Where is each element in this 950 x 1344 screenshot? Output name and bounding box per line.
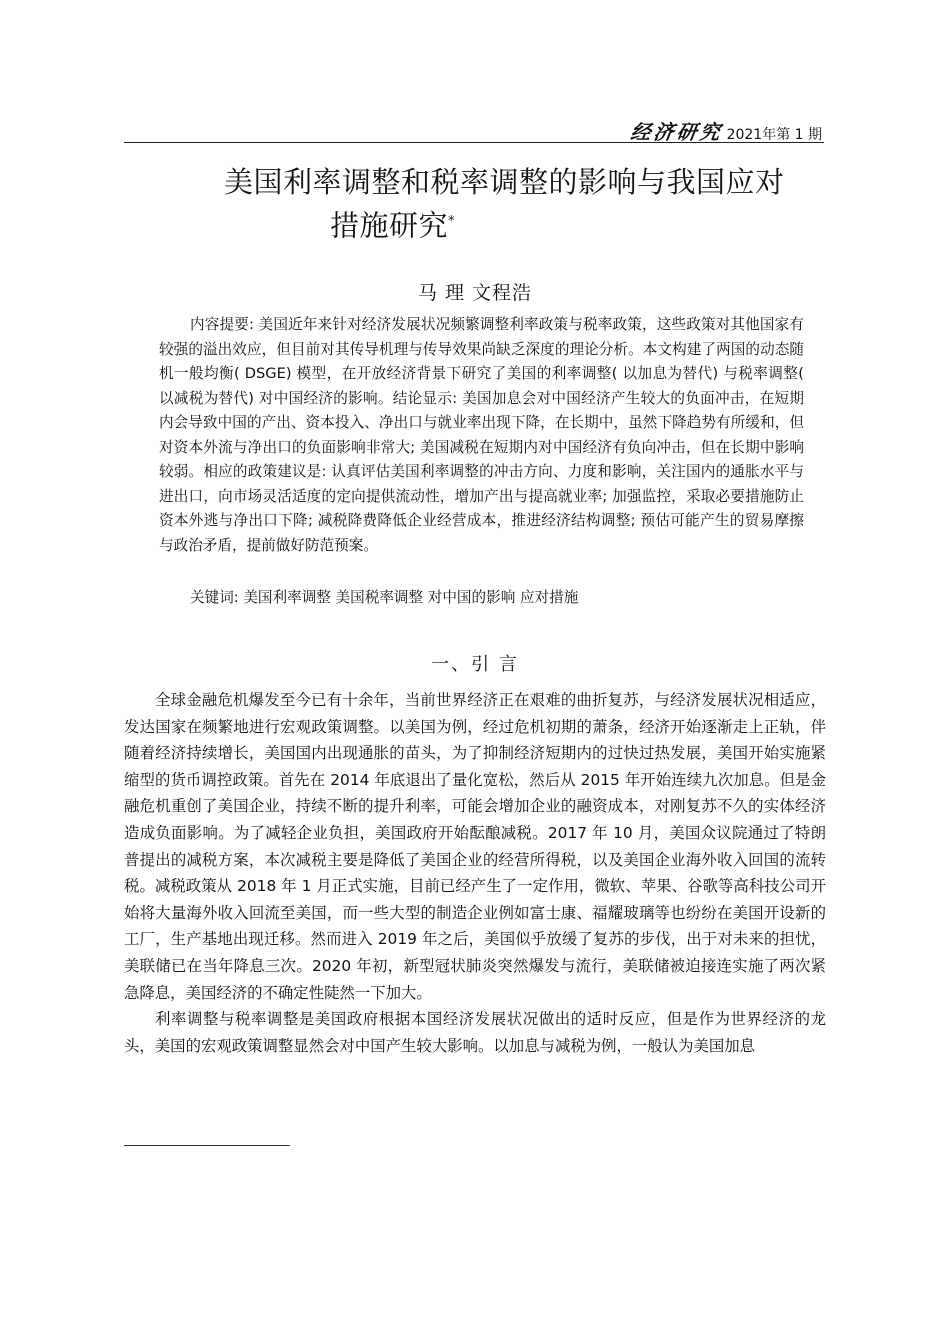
footnote-divider [124,1145,290,1146]
running-header [124,112,824,143]
body-text [124,687,826,1059]
authors: 马 理 文程浩 [417,282,533,304]
issue-number: 2021年第 1 期 [726,127,822,143]
title-line-2: 措施研究 [330,208,449,243]
keywords: 关键词: 美国利率调整 美国税率调整 对中国的影响 应对措施 [190,589,579,606]
body-paragraph-1: 全球金融危机爆发至今已有十余年，当前世界经济正在艰难的曲折复苏，与经济发展状况相适应，发达国家在频繁地进行宏观政策调整。以美国为例，经过危机初期的萧条，经济开始逐渐走上正轨，伴随着经济持续增长，美国国内出现通胀的苗头，为了抑制经济短期内的过快过热发展，美国开始实施紧缩型的货币调控政策。首先在 2014 年底退出了量化宽松，然后从 2015 年开始连续九次加息。但是金融危机重创了美国企业，持续不断的提升利率，可能会增加企业的融资成本，对刚复苏不久的实体经济造成负面影响。为了减轻企业负担，美国政府开始酝酿减税。2017 年 10 月，美国众议院通过了特朗普提出的减税方案，本次减税主要是降低了美国企业的经营所得税，以及美国企业海外收入回国的流转税。减税政策从 2018 年 1 月正式实施，目前已经产生了一定作用，微软、苹果、谷歌等高科技公司开始将大量海外收入回流至美国，而一些大型的制造企业例如富士康、福耀玻璃等也纷纷在美国开设新的工厂，生产基地出现迁移。然而进入 2019 年之后，美国似乎放缓了复苏的步伐，出于对未来的担忧，美联储已在当年降息三次。2020 年初，新型冠状肺炎突然爆发与流行，美联储被迫接连实施了两次紧急降息，美国经济的不确定性陡然一下加大。 [124,691,826,1002]
section-heading: 一、引 言 [431,654,519,675]
journal-logo: 经济研究 [628,120,725,144]
title-line-1: 美国利率调整和税率调整的影响与我国应对 [224,165,785,199]
abstract-text: 内容提要: 美国近年来针对经济发展状况频繁调整利率政策与税率政策，这些政策对其他国家有较强的溢出效应，但目前对其传导机理与传导效果尚缺乏深度的理论分析。本文构建了两国的动态随机一般均衡( DSGE) 模型，在开放经济背景下研究了美国的利率调整( 以加息为替代) 与税率调整( 以减税为替代) 对中国经济的影响。结论显示: 美国加息会对中国经济产生较大的负面冲击，在短期内会导致中国的产出、资本投入、净出口与就业率出现下降，在长期中，虽然下降趋势有所缓和，但对资本外流与净出口的负面影响非常大; 美国减税在短期内对中国经济有负向冲击，但在长期中影响较弱。相应的政策建议是: 认真评估美国利率调整的冲击方向、力度和影响，关注国内的通胀水平与进出口，向市场灵活适度的定向提供流动性，增加产出与提高就业率; 加强监控，采取必要措施防止资本外逃与净出口下降; 减税降费降低企业经营成本，推进经济结构调整; 预估可能产生的贸易摩擦与政治矛盾，提前做好防范预案。 [159,316,804,554]
paper-title [224,162,824,246]
journal-info [628,116,822,145]
title-footnote-mark: * [448,214,456,229]
abstract [159,313,804,558]
body-paragraph-2: 利率调整与税率调整是美国政府根据本国经济发展状况做出的适时反应，但是作为世界经济的龙头，美国的宏观政策调整显然会对中国产生较大影响。以加息与减税为例，一般认为美国加息 [124,1010,826,1055]
title-line-2-wrap [224,202,824,246]
